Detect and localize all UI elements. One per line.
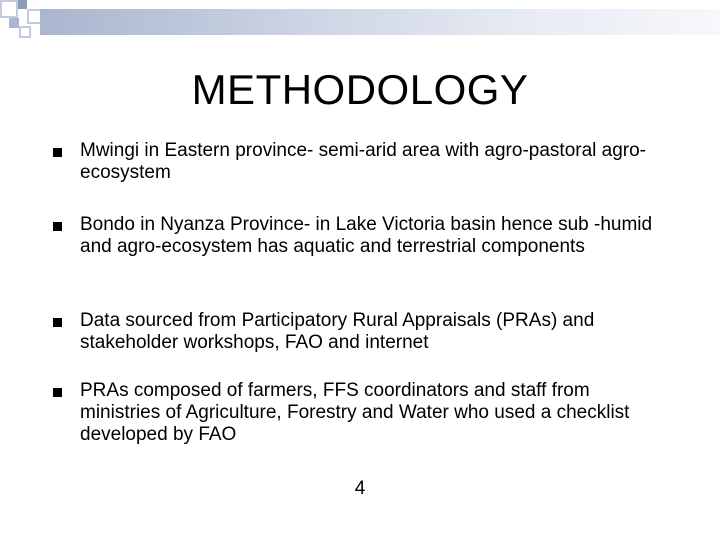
decorative-header-band: [40, 9, 720, 35]
list-item: [50, 380, 670, 446]
list-item: [50, 214, 670, 258]
slide-title: [0, 64, 720, 116]
list-item: [50, 310, 670, 354]
square-bullet-icon: [53, 388, 62, 397]
bullet-text: Bondo in Nyanza Province- in Lake Victoria basin hence sub -humid and agro-ecosystem has aquatic and terrestrial components: [80, 214, 653, 257]
bullet-text: Mwingi in Eastern province- semi-arid area with agro-pastoral agro-ecosystem: [80, 140, 647, 183]
square-bullet-icon: [53, 148, 62, 157]
square-bullet-icon: [53, 318, 62, 327]
bullet-text: PRAs composed of farmers, FFS coordinators and staff from ministries of Agriculture, Forestry and Water who used a checklist developed by FAO: [80, 380, 630, 445]
page-number: 4: [354, 478, 366, 499]
list-item: [50, 140, 670, 184]
square-bullet-icon: [53, 222, 62, 231]
slide-title-text: METHODOLOGY: [191, 66, 529, 113]
bullet-text: Data sourced from Participatory Rural Appraisals (PRAs) and stakeholder workshops, FAO and internet: [80, 310, 595, 353]
